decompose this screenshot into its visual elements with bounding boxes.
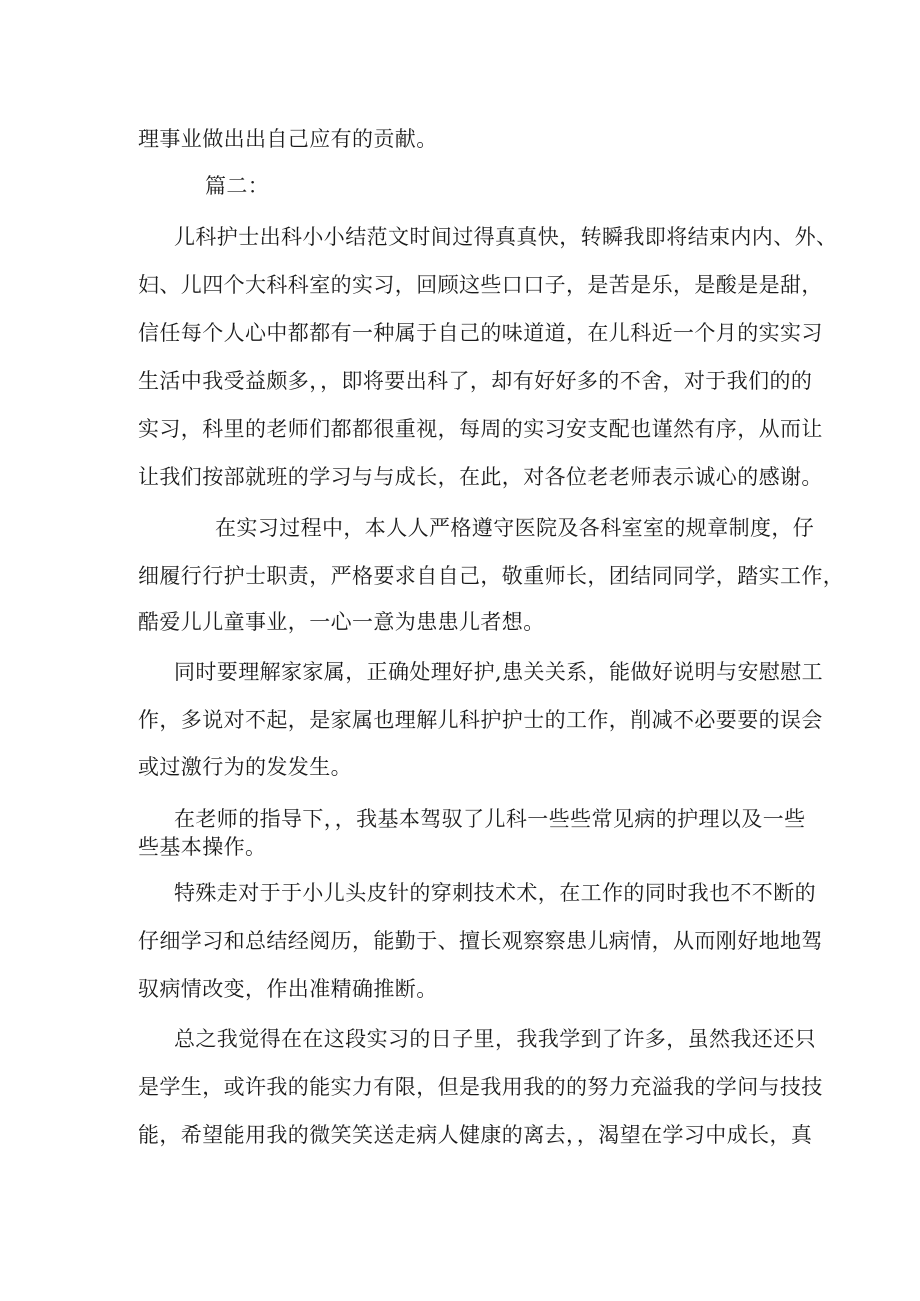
text-line: 妇、儿四个大科科室的实习，回顾这些口口子，是苦是乐，是酸是是甜， — [138, 273, 823, 297]
text-line: 能，希望能用我的微笑笑送走病人健康的离去，，渴望在学习中成长，真 — [138, 1123, 813, 1147]
text-line: 些基本操作。 — [138, 835, 267, 859]
text-line: 细履行行护士职责，严格要求自自己，敬重师长，团结同同学，踏实工作， — [138, 564, 845, 588]
text-line: 作，多说对不起，是家属也理解儿科护护士的工作，削减不必要要的误会 — [138, 708, 823, 732]
text-line: 同时要理解家家属，正确处理好护,患关关系，能做好说明与安慰慰工 — [174, 660, 824, 684]
section-heading: 篇二： — [205, 174, 270, 198]
text-line: 理事业做出出自己应有的贡献。 — [138, 127, 438, 151]
text-line: 儿科护士出科小小结范文时间过得真真快，转瞬我即将结束内内、外、 — [174, 225, 838, 249]
text-line: 在实习过程中，本人人严格遵守医院及各科室室的规章制度，仔 — [215, 516, 815, 540]
text-line: 仔细学习和总结经阅历，能勤于、擅长观察察患儿病情，从而刚好地地驾 — [138, 929, 823, 953]
text-line: 酷爱儿儿童事业，一心一意为患患儿者想。 — [138, 610, 545, 634]
text-line: 生活中我受益颇多，，即将要出科了，却有好好多的不舍，对于我们的的 — [138, 369, 813, 393]
text-line: 在老师的指导下，，我基本驾驭了儿科一些些常见病的护理以及一些 — [174, 807, 806, 831]
text-line: 特殊走对于于小儿头皮针的穿刺技术术，在工作的同时我也不不断的 — [174, 881, 816, 905]
text-line: 驭病情改变，作出准精确推断。 — [138, 977, 438, 1001]
text-line: 总之我觉得在在这段实习的日子里，我我学到了许多，虽然我还还只 — [174, 1027, 816, 1051]
text-line: 是学生，或许我的能实力有限，但是我用我的的努力充溢我的学问与技技 — [138, 1075, 823, 1099]
text-line: 让我们按部就班的学习与与成长，在此，对各位老老师表示诚心的感谢。 — [138, 465, 823, 489]
text-line: 实习，科里的老师们都都很重视，每周的实习安支配也谨然有序，从而让 — [138, 417, 823, 441]
text-line: 信任每个人心中都都有一种属于自己的味道道，在儿科近一个月的实实习 — [138, 321, 823, 345]
text-line: 或过激行为的发发生。 — [138, 755, 352, 779]
